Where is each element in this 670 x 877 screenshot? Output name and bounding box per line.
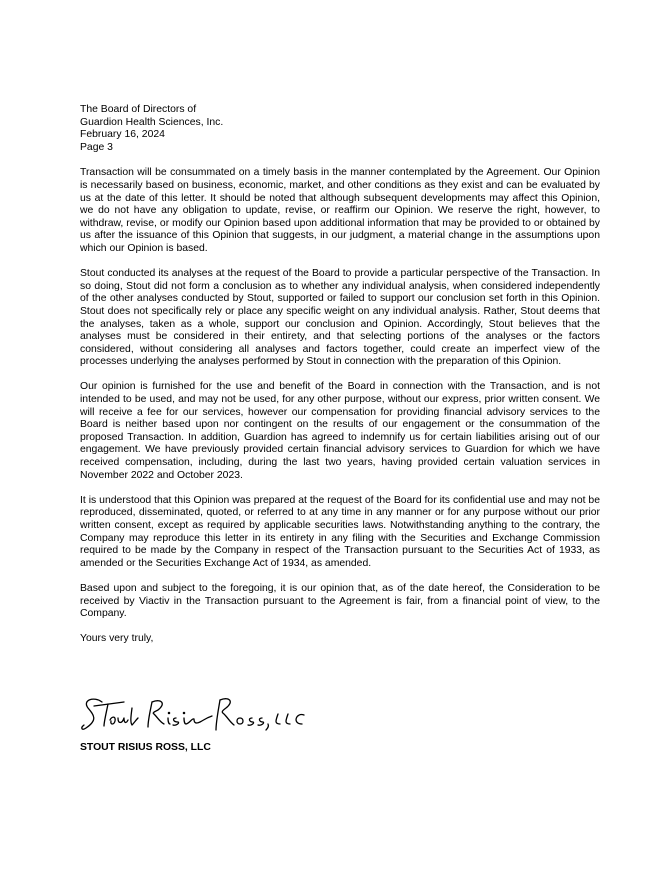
paragraph-analyses: Stout conducted its analyses at the request of the Board to provide a particular perspective of the Transaction. In so doing, Stout did not form a conclusion as to whether any individual analysis, when considered independently of the other analyses conducted by Stout, supported or failed to support our conclusion set forth in this Opinion. Stout does not specifically rely or place any specific weight on any individual analysis. Rather, Stout deems that the analyses, taken as a whole, support our conclusion and Opinion. Accordingly, Stout believes that the analyses must be considered in their entirety, and that selecting portions of the analyses or the factors considered, without considering all analyses and factors together, could create an imperfect view of the processes underlying the analyses performed by Stout in connection with the preparation of this Opinion.	[80, 268, 600, 368]
handwritten-signature	[80, 690, 310, 735]
paragraph-confidentiality: It is understood that this Opinion was prepared at the request of the Board for its confidential use and may not be reproduced, disseminated, quoted, or referred to at any time in any manner or for any purpose without our prior written consent, except as required by applicable securities laws. Notwithstanding anything to the contrary, the Company may reproduce this letter in its entirety in any filing with the Securities and Exchange Commission required to be made by the Company in respect of the Transaction pursuant to the Securities Act of 1933, as amended or the Securities Exchange Act of 1934, as amended.	[80, 494, 600, 569]
closing-salutation: Yours very truly,	[80, 633, 154, 645]
paragraph-conclusion: Based upon and subject to the foregoing, it is our opinion that, as of the date hereof, the Consideration to be received by Viactiv in the Transaction pursuant to the Agreement is fair, from a financial point of view, to the Company.	[80, 582, 600, 620]
recipient-line-2: Guardion Health Sciences, Inc.	[80, 116, 224, 128]
letter-date: February 16, 2024	[80, 129, 165, 141]
paragraph-transaction-timing: Transaction will be consummated on a timely basis in the manner contemplated by the Agreement. Our Opinion is necessarily based on business, economic, market, and other conditions as they exist and can be evaluated by us at the date of this letter. It should be noted that although subsequent developments may affect this Opinion, we do not have any obligation to update, revise, or reaffirm our Opinion. We reserve the right, however, to withdraw, revise, or modify our Opinion based upon additional information that may be provided to or obtained by us after the issuance of this Opinion that suggests, in our judgment, a material change in the assumptions upon which our Opinion is based.	[80, 167, 600, 254]
recipient-line-1: The Board of Directors of	[80, 104, 197, 115]
letter-header	[80, 104, 600, 154]
page-number: Page 3	[80, 141, 113, 153]
letter-body	[80, 104, 600, 646]
paragraph-use-and-fees: Our opinion is furnished for the use and benefit of the Board in connection with the Transaction, and is not intended to be used, and may not be used, for any other purpose, without our express, prior written consent. We will receive a fee for our services, however our compensation for providing financial advisory services to the Board is neither based upon nor contingent on the results of our engagement or the consummation of the proposed Transaction. In addition, Guardion has agreed to indemnify us for certain liabilities arising out of our engagement. We have previously provided certain financial advisory services to Guardion for which we have received compensation, including, during the last two years, having provided certain valuation services in November 2022 and October 2023.	[80, 381, 600, 481]
firm-name: STOUT RISIUS ROSS, LLC	[80, 742, 211, 753]
